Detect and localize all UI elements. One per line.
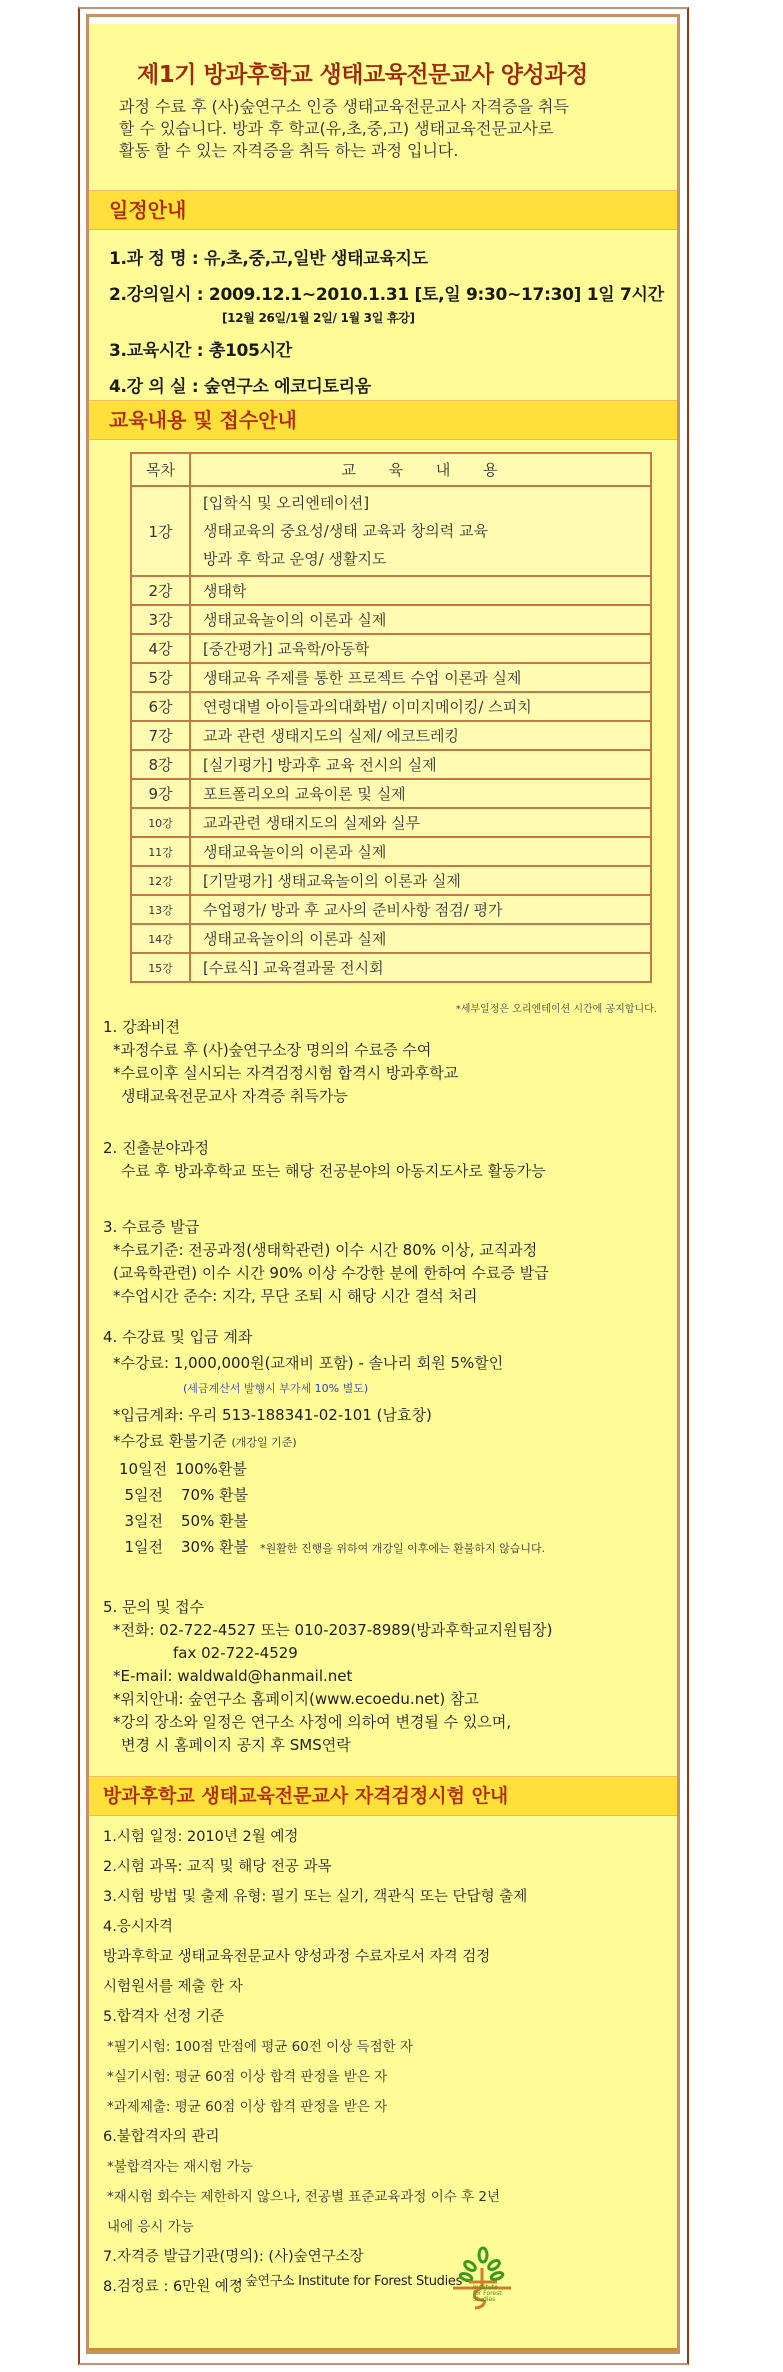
- refund-row: [103, 1534, 545, 1562]
- refund-when: 5일전: [124, 1486, 163, 1504]
- table-row: [131, 866, 651, 895]
- info-line: *과정수료 후 (사)숲연구소장 명의의 수료증 수여: [113, 1041, 432, 1059]
- contact-fax: fax 02-722-4529: [173, 1644, 298, 1662]
- info-line: 생태교육전문교사 자격증 취득가능: [121, 1087, 348, 1105]
- section-heading-curriculum: [89, 400, 677, 440]
- table-header-row: [131, 453, 651, 486]
- fee-amount: *수강료: 1,000,000원(교재비 포함) - 솔나리 회원 5%할인: [113, 1354, 504, 1372]
- info-line: *수료이후 실시되는 자격검정시험 합격시 방과후학교: [113, 1064, 459, 1082]
- lesson-content: 교과 관련 생태지도의 실제/ 에코트레킹: [190, 721, 651, 750]
- lesson-number: 11강: [131, 837, 190, 866]
- lesson-number: 1강: [131, 486, 190, 576]
- curriculum-table: [130, 452, 652, 983]
- exam-line: 4.응시자격: [103, 1919, 173, 1935]
- schedule-item: 2.강의일시 : 2009.12.1~2010.1.31 [토,일 9:30~17:30] 1일 7시간: [109, 285, 664, 305]
- refund-rate: 50% 환불: [181, 1512, 249, 1530]
- table-row: [131, 486, 651, 576]
- logo-line: for Forest: [473, 2290, 502, 2297]
- exam-line: 2.시험 과목: 교직 및 해당 전공 과목: [103, 1859, 332, 1875]
- logo-line: Institute: [473, 2284, 498, 2291]
- table-row: [131, 634, 651, 663]
- schedule-item: 4.강 의 실 : 숲연구소 에코디토리움: [109, 377, 371, 397]
- exam-list: [103, 1822, 527, 2302]
- schedule-item: 1.과 정 명 : 유,초,중,고,일반 생태교육지도: [109, 249, 428, 269]
- bank-account: *입금계좌: 우리 513-188341-02-101 (남효창): [113, 1406, 432, 1424]
- section-heading-text: 교육내용 및 접수안내: [109, 408, 297, 432]
- section-heading-schedule: 일정안내: [89, 190, 677, 230]
- info-fee: [103, 1324, 545, 1562]
- table-row: [131, 779, 651, 808]
- exam-line: 시험원서를 제출 한 자: [103, 1979, 243, 1995]
- refund-rate: 70% 환불: [181, 1486, 249, 1504]
- lesson-number: 12강: [131, 866, 190, 895]
- column-header-no: 목차: [131, 453, 190, 486]
- refund-basis: (개강일 기준): [231, 1436, 297, 1449]
- section-heading-exam: 방과후학교 생태교육전문교사 자격검정시험 안내: [89, 1776, 677, 1816]
- lesson-content: 연령대별 아이들과의대화법/ 이미지메이킹/ 스피치: [190, 692, 651, 721]
- lesson-content: 생태교육놀이의 이론과 실제: [190, 605, 651, 634]
- exam-line: *필기시험: 100점 만점에 평균 60전 이상 득점한 자: [107, 2039, 413, 2055]
- page-title: 제1기 방과후학교 생태교육전문교사 양성과정: [137, 62, 588, 88]
- intro-text: [119, 96, 659, 162]
- lesson-content: 생태교육 주제를 통한 프로젝트 수업 이론과 실제: [190, 663, 651, 692]
- table-row: [131, 837, 651, 866]
- lesson-content: [중간평가] 교육학/아동학: [190, 634, 651, 663]
- exam-line: 방과후학교 생태교육전문교사 양성과정 수료자로서 자격 검정: [103, 1949, 491, 1965]
- table-row: [131, 750, 651, 779]
- logo-line: Studies: [473, 2296, 496, 2303]
- table-row: [131, 576, 651, 605]
- refund-row: [103, 1456, 545, 1482]
- info-heading: 2. 진출분야과정: [103, 1139, 210, 1157]
- schedule-footnote: *세부일정은 오리엔테이션 시간에 공지합니다.: [455, 1004, 657, 1015]
- info-career: [103, 1137, 546, 1183]
- lesson-line: 생태교육의 중요성/생태 교육과 창의력 교육: [203, 522, 488, 540]
- table-row: [131, 808, 651, 837]
- refund-title-text: *수강료 환불기준: [113, 1432, 227, 1450]
- lesson-number: 14강: [131, 924, 190, 953]
- exam-line: *과제제출: 평균 60점 이상 합격 판정을 받은 자: [107, 2099, 388, 2115]
- intro-line: 활동 할 수 있는 자격증을 취득 하는 과정 입니다.: [119, 141, 459, 160]
- flyer-page: [89, 24, 677, 2351]
- lesson-line: 방과 후 학교 운영/ 생활지도: [203, 550, 387, 568]
- contact-location[interactable]: *위치안내: 숲연구소 홈페이지(www.ecoedu.net) 참고: [113, 1690, 479, 1708]
- refund-rate: 100%환불: [175, 1460, 247, 1478]
- exam-line: 6.불합격자의 관리: [103, 2129, 220, 2145]
- info-line: 수료 후 방과후학교 또는 해당 전공분야의 아동지도사로 활동가능: [121, 1162, 546, 1180]
- info-heading: 5. 문의 및 접수: [103, 1598, 205, 1616]
- lesson-content: 수업평가/ 방과 후 교사의 준비사항 점검/ 평가: [190, 895, 651, 924]
- info-certificate: [103, 1216, 549, 1308]
- table-row: [131, 953, 651, 982]
- lesson-content: 생태학: [190, 576, 651, 605]
- info-line: (교육학관련) 이수 시간 90% 이상 수강한 분에 한하여 수료증 발급: [113, 1264, 549, 1282]
- lesson-number: 13강: [131, 895, 190, 924]
- intro-line: 할 수 있습니다. 방과 후 학교(유,초,중,고) 생태교육전문교사로: [119, 119, 554, 138]
- info-line: *수료기준: 전공과정(생태학관련) 이수 시간 80% 이상, 교직과정: [113, 1241, 538, 1259]
- lesson-content: [수료식] 교육결과물 전시회: [190, 953, 651, 982]
- table-row: [131, 605, 651, 634]
- refund-note: *원활한 진행을 위하여 개강일 이후에는 환불하지 않습니다.: [260, 1542, 546, 1555]
- lesson-content: 교과관련 생태지도의 실제와 실무: [190, 808, 651, 837]
- lesson-number: 2강: [131, 576, 190, 605]
- refund-rate: 30% 환불: [181, 1538, 249, 1556]
- column-header-content: 교 육 내 용: [190, 453, 651, 486]
- lesson-number: 3강: [131, 605, 190, 634]
- table-row: [131, 663, 651, 692]
- lesson-number: 9강: [131, 779, 190, 808]
- info-line: *강의 장소와 일정은 연구소 사정에 의하여 변경될 수 있으며,: [113, 1713, 512, 1731]
- holiday-note: [12월 26일/1월 2일/ 1월 3일 휴강]: [222, 311, 415, 325]
- exam-line: 내에 응시 가능: [107, 2219, 194, 2235]
- refund-row: [103, 1508, 545, 1534]
- exam-line: *재시험 회수는 제한하지 않으나, 전공별 표준교육과정 이수 후 2년: [107, 2189, 501, 2205]
- lesson-content: 생태교육놀이의 이론과 실제: [190, 837, 651, 866]
- lesson-number: 5강: [131, 663, 190, 692]
- schedule-item: 3.교육시간 : 총105시간: [109, 341, 292, 361]
- table-row: [131, 692, 651, 721]
- refund-when: 10일전: [119, 1460, 168, 1478]
- exam-line: *불합격자는 재시험 가능: [107, 2159, 253, 2175]
- refund-when: 1일전: [124, 1538, 163, 1556]
- exam-line: *실기시험: 평균 60점 이상 합격 판정을 받은 자: [107, 2069, 388, 2085]
- lesson-content: 생태교육놀이의 이론과 실제: [190, 924, 651, 953]
- exam-line: 1.시험 일정: 2010년 2월 예정: [103, 1829, 299, 1845]
- info-line: *수업시간 준수: 지각, 무단 조퇴 시 해당 시간 결석 처리: [113, 1287, 478, 1305]
- intro-line: 과정 수료 후 (사)숲연구소 인증 생태교육전문교사 자격증을 취득: [119, 97, 569, 116]
- footer-credit: - 숲연구소 Institute for Forest Studies -: [237, 2274, 471, 2289]
- lesson-number: 7강: [131, 721, 190, 750]
- lesson-number: 10강: [131, 808, 190, 837]
- logo-text: [473, 2285, 502, 2303]
- exam-line: 3.시험 방법 및 출제 유형: 필기 또는 실기, 객관식 또는 단답형 출제: [103, 1889, 528, 1905]
- lesson-line: [입학식 및 오리엔테이션]: [203, 494, 370, 512]
- contact-email[interactable]: *E-mail: waldwald@hanmail.net: [113, 1667, 353, 1685]
- refund-title: [103, 1428, 545, 1456]
- lesson-number: 8강: [131, 750, 190, 779]
- exam-line: 8.검정료 : 6만원 예정: [103, 2279, 243, 2295]
- table-row: [131, 924, 651, 953]
- lesson-content: 포트폴리오의 교육이론 및 실제: [190, 779, 651, 808]
- lesson-content: [190, 486, 651, 576]
- lesson-number: 15강: [131, 953, 190, 982]
- info-vision: [103, 1016, 458, 1108]
- info-heading: 4. 수강료 및 입금 계좌: [103, 1328, 253, 1346]
- info-contact: [103, 1596, 552, 1757]
- info-line: 변경 시 홈페이지 공지 후 SMS연락: [121, 1736, 351, 1754]
- refund-when: 3일전: [124, 1512, 163, 1530]
- table-row: [131, 721, 651, 750]
- refund-row: [103, 1482, 545, 1508]
- lesson-content: [실기평가] 방과후 교육 전시의 실제: [190, 750, 651, 779]
- tax-note: (세금계산서 발행시 부가세 10% 별도): [183, 1382, 369, 1395]
- lesson-number: 6강: [131, 692, 190, 721]
- info-heading: 3. 수료증 발급: [103, 1218, 200, 1236]
- exam-line: 7.자격증 발급기관(명의): (사)숲연구소장: [103, 2249, 364, 2265]
- exam-line: 5.합격자 선정 기준: [103, 2009, 225, 2025]
- lesson-content: [기말평가] 생태교육놀이의 이론과 실제: [190, 866, 651, 895]
- contact-phone: *전화: 02-722-4527 또는 010-2037-8989(방과후학교지원팀장): [113, 1621, 553, 1639]
- table-row: [131, 895, 651, 924]
- lesson-number: 4강: [131, 634, 190, 663]
- info-heading: 1. 강좌비젼: [103, 1018, 181, 1036]
